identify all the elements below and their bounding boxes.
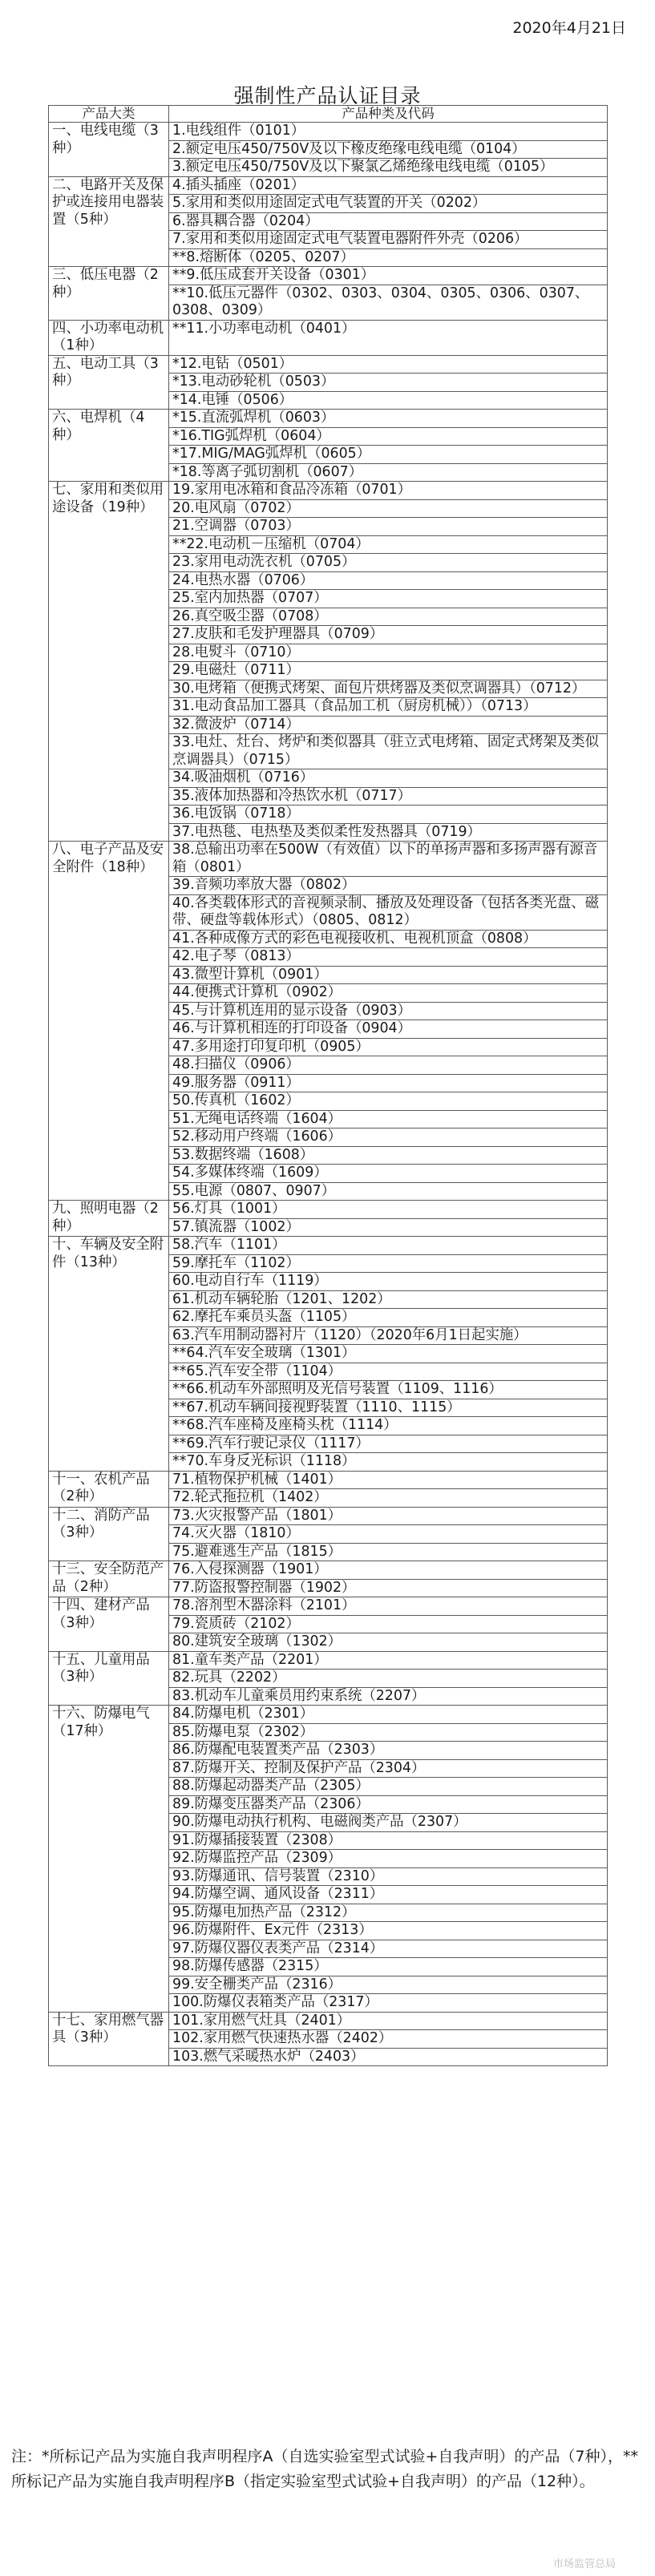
header-items: 产品种类及代码 xyxy=(169,106,608,123)
table-row xyxy=(49,355,608,410)
table-row xyxy=(49,1706,608,2013)
product-item: 27.皮肤和毛发护理器具（0709） xyxy=(169,625,607,644)
product-item: 102.家用燃气快速热水器（2402） xyxy=(169,2029,607,2048)
product-item: 97.防爆仪器仪表类产品（2314） xyxy=(169,1940,607,1958)
product-item: 95.防爆电加热产品（2312） xyxy=(169,1904,607,1922)
product-item: 98.防爆传感器（2315） xyxy=(169,1957,607,1976)
table-row xyxy=(49,410,608,482)
table-row xyxy=(49,1201,608,1237)
category-cell: 九、照明电器（2种） xyxy=(49,1201,169,1237)
product-item: 35.液体加热器和冷热饮水机（0717） xyxy=(169,787,607,806)
product-item: 29.电磁灶（0711） xyxy=(169,661,607,680)
table-row xyxy=(49,1237,608,1472)
table-row xyxy=(49,842,608,1201)
product-item: 46.与计算机相连的打印设备（0904） xyxy=(169,1019,607,1038)
product-item: 53.数据终端（1608） xyxy=(169,1146,607,1165)
product-item: **64.汽车安全玻璃（1301） xyxy=(169,1344,607,1363)
product-item: 55.电源（0807、0907） xyxy=(169,1182,607,1201)
category-cell: 十三、安全防范产品（2种） xyxy=(49,1561,169,1597)
product-item: 78.溶剂型木器涂料（2101） xyxy=(172,1597,356,1613)
product-item: 80.建筑安全玻璃（1302） xyxy=(169,1633,607,1651)
product-item: 75.避难逃生产品（1815） xyxy=(169,1543,607,1561)
items-cell xyxy=(169,355,608,410)
product-item: 56.灯具（1001） xyxy=(172,1201,286,1217)
product-item: 31.电动食品加工器具（食品加工机（厨房机械））（0713） xyxy=(169,697,607,716)
product-item: 21.空调器（0703） xyxy=(169,517,607,535)
category-cell: 十一、农机产品（2种） xyxy=(49,1471,169,1507)
table-row xyxy=(49,1561,608,1597)
table-row xyxy=(49,267,608,321)
product-item: 61.机动车辆轮胎（1201、1202） xyxy=(169,1290,607,1309)
product-item: 25.室内加热器（0707） xyxy=(169,589,607,608)
items-cell xyxy=(169,1237,608,1472)
product-item: 36.电饭锅（0718） xyxy=(169,805,607,823)
table-row xyxy=(49,320,608,355)
product-item: *18.等离子弧切割机（0607） xyxy=(169,463,607,482)
table-row xyxy=(49,1651,608,1706)
page-title: 强制性产品认证目录 xyxy=(233,84,422,107)
product-item: 81.童车类产品（2201） xyxy=(172,1651,328,1668)
product-item: 77.防盗报警控制器（1902） xyxy=(169,1579,607,1597)
items-cell xyxy=(169,123,608,177)
product-item: **9.低压成套开关设备（0301） xyxy=(172,267,375,283)
category-cell: 二、电路开关及保护或连接用电器装置（5种） xyxy=(49,176,169,267)
items-cell xyxy=(169,410,608,482)
product-item: 84.防爆电机（2301） xyxy=(172,1706,314,1722)
product-item: 59.摩托车（1102） xyxy=(169,1254,607,1273)
product-item: 79.瓷质砖（2102） xyxy=(169,1615,607,1633)
table-row xyxy=(49,1507,608,1561)
product-item: 89.防爆变压器类产品（2306） xyxy=(169,1795,607,1814)
category-cell: 十六、防爆电气（17种） xyxy=(49,1706,169,2013)
product-item: 63.汽车用制动器衬片（1120）（2020年6月1日起实施） xyxy=(169,1326,607,1345)
items-cell xyxy=(169,1706,608,2013)
product-item: 96.防爆附件、Ex元件（2313） xyxy=(169,1921,607,1940)
product-item: 4.插头插座（0201） xyxy=(172,176,305,193)
product-item: 71.植物保护机械（1401） xyxy=(172,1471,342,1488)
product-item: 40.各类载体形式的音视频录制、播放及处理设备（包括各类光盘、磁带、硬盘等载体形式）（0805、0812） xyxy=(169,894,607,930)
product-item: 83.机动车儿童乘员用约束系统（2207） xyxy=(169,1687,607,1706)
table-row xyxy=(49,2012,608,2066)
product-item: 7.家用和类似用途固定式电气装置电器附件外壳（0206） xyxy=(169,230,607,248)
product-item: 41.各种成像方式的彩色电视接收机、电视机顶盒（0808） xyxy=(169,930,607,948)
category-cell: 三、低压电器（2种） xyxy=(49,267,169,321)
category-cell: 七、家用和类似用途设备（19种） xyxy=(49,482,169,842)
product-item: 103.燃气采暖热水炉（2403） xyxy=(169,2048,607,2066)
category-cell: 六、电焊机（4种） xyxy=(49,410,169,482)
product-item: 28.电熨斗（0710） xyxy=(169,644,607,662)
product-item: 48.扫描仪（0906） xyxy=(169,1056,607,1074)
catalog-table xyxy=(48,105,608,2066)
product-item: **69.汽车行驶记录仪（1117） xyxy=(169,1435,607,1453)
items-cell xyxy=(169,482,608,842)
product-item: 30.电烤箱（便携式烤架、面包片烘烤器及类似烹调器具）（0712） xyxy=(169,680,607,698)
product-item: 50.传真机（1602） xyxy=(169,1092,607,1110)
product-item: *16.TIG弧焊机（0604） xyxy=(169,427,607,446)
category-cell: 一、电线电缆（3种） xyxy=(49,123,169,177)
product-item: 100.防爆仪表箱类产品（2317） xyxy=(169,1993,607,2012)
product-item: 5.家用和类似用途固定式电气装置的开关（0202） xyxy=(169,194,607,212)
watermark-text: 市场监管总局 xyxy=(553,2558,617,2570)
product-item: **8.熔断体（0205、0207） xyxy=(169,248,607,267)
product-item: 2.额定电压450/750V及以下橡皮绝缘电线电缆（0104） xyxy=(169,140,607,159)
product-item: **66.机动车外部照明及光信号装置（1109、1116） xyxy=(169,1380,607,1399)
product-item: **67.机动车辆间接视野装置（1110、1115） xyxy=(169,1399,607,1417)
category-cell: 十、车辆及安全附件（13种） xyxy=(49,1237,169,1472)
product-item: **22.电动机－压缩机（0704） xyxy=(169,535,607,554)
product-item: 38.总输出功率在500W（有效值）以下的单扬声器和多扬声器有源音箱（0801） xyxy=(172,842,598,875)
category-cell: 十二、消防产品（3种） xyxy=(49,1507,169,1561)
product-item: 88.防爆起动器类产品（2305） xyxy=(169,1777,607,1795)
category-cell: 十四、建材产品（3种） xyxy=(49,1597,169,1652)
product-item: **11.小功率电动机（0401） xyxy=(172,320,356,337)
product-item: 6.器具耦合器（0204） xyxy=(169,212,607,231)
product-item: 39.音频功率放大器（0802） xyxy=(169,876,607,894)
product-item: *14.电锤（0506） xyxy=(169,391,607,410)
product-item: 19.家用电冰箱和食品冷冻箱（0701） xyxy=(172,482,411,498)
product-item: 54.多媒体终端（1609） xyxy=(169,1164,607,1182)
product-item: *17.MIG/MAG弧焊机（0605） xyxy=(169,445,607,463)
product-item: 73.火灾报警产品（1801） xyxy=(172,1507,342,1524)
product-item: 57.镇流器（1002） xyxy=(169,1218,607,1237)
product-item: 76.入侵探测器（1901） xyxy=(172,1561,328,1577)
items-cell xyxy=(169,1597,608,1652)
table-row xyxy=(49,1597,608,1652)
table-row xyxy=(49,176,608,267)
items-cell xyxy=(169,2012,608,2066)
table-row xyxy=(49,482,608,842)
date-label: 2020年4月21日 xyxy=(512,19,626,37)
items-cell xyxy=(169,1201,608,1237)
items-cell xyxy=(169,1561,608,1597)
product-item: 60.电动自行车（1119） xyxy=(169,1272,607,1290)
product-item: *15.直流弧焊机（0603） xyxy=(172,410,335,426)
product-item: 32.微波炉（0714） xyxy=(169,716,607,734)
product-item: 43.微型计算机（0901） xyxy=(169,966,607,984)
product-item: *12.电钻（0501） xyxy=(172,355,293,372)
product-item: 49.服务器（0911） xyxy=(169,1074,607,1092)
product-item: 42.电子琴（0813） xyxy=(169,947,607,966)
product-item: 82.玩具（2202） xyxy=(169,1669,607,1687)
header-category: 产品大类 xyxy=(49,106,169,123)
table-body xyxy=(49,123,608,2066)
product-item: **68.汽车座椅及座椅头枕（1114） xyxy=(169,1416,607,1435)
product-item: 24.电热水器（0706） xyxy=(169,571,607,590)
product-item: 51.无绳电话终端（1604） xyxy=(169,1110,607,1129)
items-cell xyxy=(169,267,608,321)
product-item: 1.电线组件（0101） xyxy=(172,123,305,139)
product-item: 90.防爆电动执行机构、电磁阀类产品（2307） xyxy=(169,1813,607,1831)
product-item: 34.吸油烟机（0716） xyxy=(169,769,607,787)
product-item: 47.多用途打印复印机（0905） xyxy=(169,1038,607,1056)
product-item: 101.家用燃气灶具（2401） xyxy=(172,2012,351,2029)
product-item: 85.防爆电泵（2302） xyxy=(169,1723,607,1742)
product-item: 91.防爆插接装置（2308） xyxy=(169,1831,607,1850)
items-cell xyxy=(169,320,608,355)
product-item: *13.电动砂轮机（0503） xyxy=(169,373,607,391)
product-item: 58.汽车（1101） xyxy=(172,1237,286,1253)
product-item: 3.额定电压450/750V及以下聚氯乙烯绝缘电线电缆（0105） xyxy=(169,158,607,176)
items-cell xyxy=(169,1507,608,1561)
items-cell xyxy=(169,1471,608,1507)
product-item: **65.汽车安全带（1104） xyxy=(169,1363,607,1381)
product-item: 23.家用电动洗衣机（0705） xyxy=(169,553,607,571)
product-item: 26.真空吸尘器（0708） xyxy=(169,608,607,626)
category-cell: 四、小功率电动机（1种） xyxy=(49,320,169,355)
product-item: 92.防爆监控产品（2309） xyxy=(169,1849,607,1867)
product-item: 62.摩托车乘员头盔（1105） xyxy=(169,1308,607,1326)
product-item: 86.防爆配电装置类产品（2303） xyxy=(169,1741,607,1759)
table-row xyxy=(49,123,608,177)
items-cell xyxy=(169,842,608,1201)
product-item: 72.轮式拖拉机（1402） xyxy=(169,1488,607,1507)
items-cell xyxy=(169,176,608,267)
category-cell: 十七、家用燃气器具（3种） xyxy=(49,2012,169,2066)
table-row xyxy=(49,1471,608,1507)
product-item: 87.防爆开关、控制及保护产品（2304） xyxy=(169,1759,607,1778)
product-item: 33.电灶、灶台、烤炉和类似器具（驻立式电烤箱、固定式烤架及类似烹调器具）（0715） xyxy=(169,733,607,769)
category-cell: 十五、儿童用品（3种） xyxy=(49,1651,169,1706)
product-item: 20.电风扇（0702） xyxy=(169,499,607,518)
product-item: **10.低压元器件（0302、0303、0304、0305、0306、0307、0308、0309） xyxy=(169,285,607,320)
items-cell xyxy=(169,1651,608,1706)
category-cell: 五、电动工具（3种） xyxy=(49,355,169,410)
product-item: 93.防爆通讯、信号装置（2310） xyxy=(169,1867,607,1886)
product-item: 45.与计算机连用的显示设备（0903） xyxy=(169,1002,607,1020)
product-item: **70.车身反光标识（1118） xyxy=(169,1452,607,1471)
product-item: 74.灭火器（1810） xyxy=(169,1524,607,1543)
product-item: 52.移动用户终端（1606） xyxy=(169,1128,607,1146)
table-header-row xyxy=(49,106,608,123)
product-item: 44.便携式计算机（0902） xyxy=(169,983,607,1002)
footnote: 注：*所标记产品为实施自我声明程序A（自选实验室型式试验+自我声明）的产品（7种），**所标记产品为实施自我声明程序B（指定实验室型式试验+自我声明）的产品（12种）。 xyxy=(11,2448,639,2490)
product-item: 94.防爆空调、通风设备（2311） xyxy=(169,1885,607,1904)
product-item: 99.安全栅类产品（2316） xyxy=(169,1976,607,1994)
category-cell: 八、电子产品及安全附件（18种） xyxy=(49,842,169,1201)
product-item: 37.电热毯、电热垫及类似柔性发热器具（0719） xyxy=(169,823,607,842)
